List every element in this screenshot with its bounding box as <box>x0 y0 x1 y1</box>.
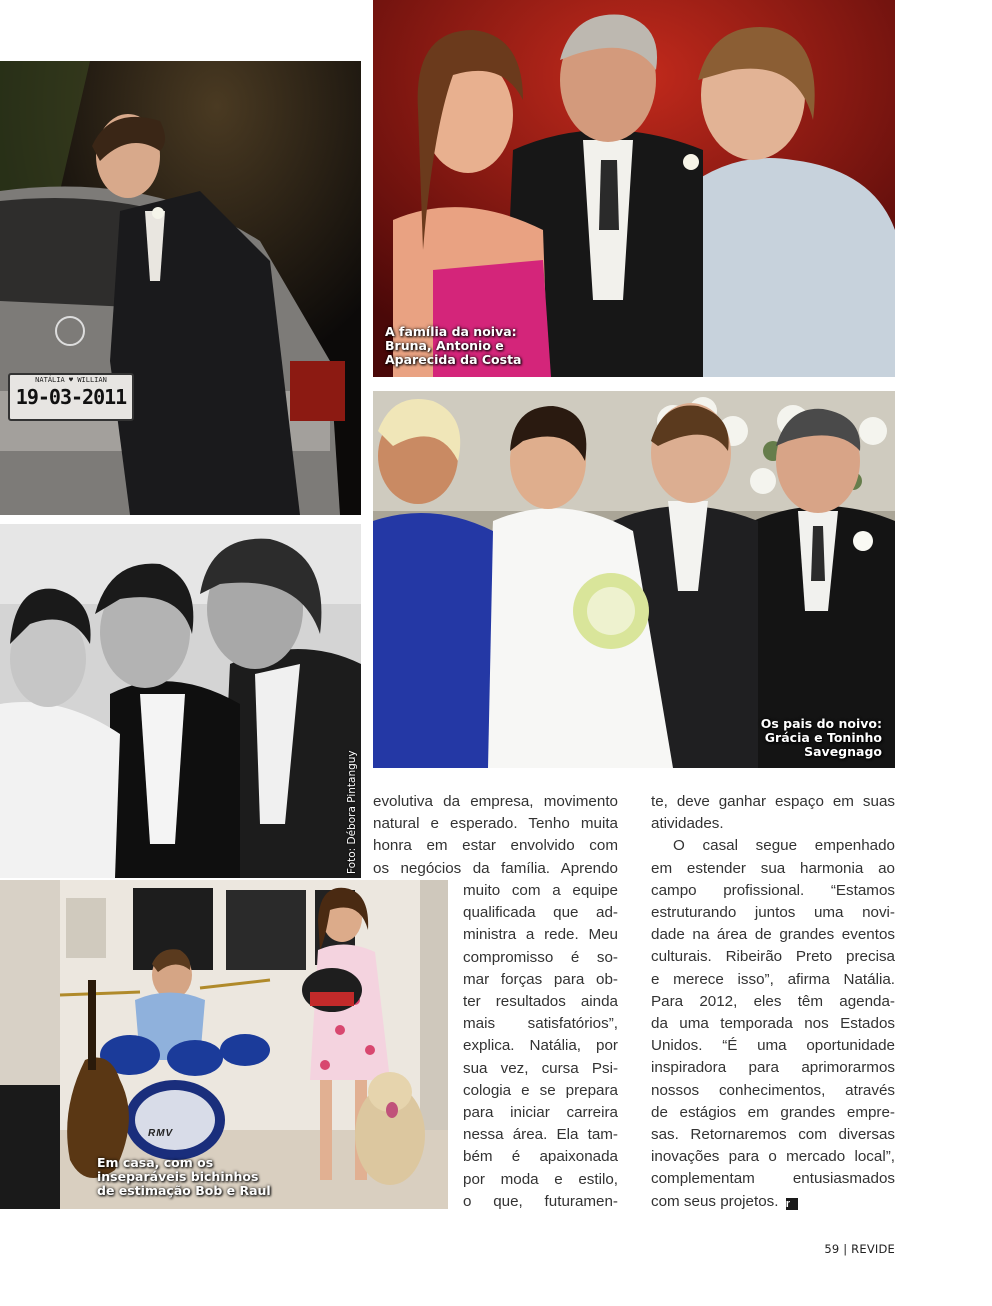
groom-parents-caption: Os pais do noivo: Grácia e Toninho Savegnago <box>760 716 882 759</box>
article-line: natural e esperado. Tenho muita <box>373 815 618 833</box>
article-column-1-bottom <box>463 880 618 1213</box>
bride-family-caption: A família da noiva: Bruna, Antonio e Aparecida da Costa <box>385 324 522 367</box>
end-mark-icon: r <box>786 1198 798 1210</box>
article-line: e merece isso”, afirma Natália. <box>651 970 895 988</box>
article-line: atividades. <box>651 815 724 833</box>
article-line: inovações para o mercado local”, <box>651 1148 895 1166</box>
article-line: em estender sua harmonia ao <box>651 859 895 877</box>
license-plate-names: NATÁLIA ♥ WILLIAN <box>35 376 107 384</box>
article-line: com seus projetos. <box>651 1192 779 1210</box>
article-line: explica. Natália, por <box>463 1037 618 1055</box>
article-line: muito com a equipe <box>463 882 618 899</box>
article-line: nessa área. Ela tam- <box>463 1126 618 1144</box>
bride-family-photo <box>373 0 895 377</box>
page-folio: 59 | REVIDE <box>824 1242 895 1256</box>
article-line: compromisso é so- <box>463 948 618 966</box>
article-line: os negócios da família. Aprendo <box>373 859 618 877</box>
article-line: de estágios em grandes empre- <box>651 1103 895 1121</box>
article-column-2 <box>651 791 895 1213</box>
article-line: por moda e estilo, <box>463 1170 618 1188</box>
article-line: bém é apaixonada <box>463 1148 618 1166</box>
article-line: ter resultados ainda <box>463 993 618 1011</box>
article-line: o que, futuramen- <box>463 1192 618 1210</box>
license-plate <box>8 373 134 421</box>
article-line: dade na área de grandes eventos <box>651 926 895 944</box>
article-line: Para 2012, eles têm agenda- <box>651 992 895 1010</box>
home-pets-caption: Em casa, com os inseparáveis bichinhos de estimação Bob e Raul <box>97 1155 271 1198</box>
article-line: O casal segue empenhado <box>673 837 895 855</box>
groom-parents-photo <box>373 391 895 768</box>
article-line: honra em estar envolvido com <box>373 837 618 855</box>
photo-credit: Foto: Débora Pintanguy <box>346 750 358 874</box>
article-line: mar forças para ob- <box>463 970 618 988</box>
article-line: te, deve ganhar espaço em suas <box>651 793 895 810</box>
article-last-line <box>651 1191 895 1213</box>
article-line: campo profissional. “Estamos <box>651 881 895 899</box>
license-plate-number: 19-03-2011 <box>15 385 127 409</box>
article-line: nossos conhecimentos, através <box>651 1081 895 1099</box>
groom-car-photo <box>0 61 361 515</box>
article-line: para iniciar carreira <box>463 1104 618 1122</box>
article-line: mais satisfatórios”, <box>463 1015 618 1033</box>
article-line: sua vez, cursa Psi- <box>463 1059 618 1077</box>
article-line: qualificada que ad- <box>463 904 618 922</box>
article-column-1-top <box>373 791 618 880</box>
article-line: ministra a rede. Meu <box>463 926 618 944</box>
article-line: complementam entusiasmados <box>651 1170 895 1188</box>
article-line: estruturando juntos uma novi- <box>651 904 895 922</box>
article-line: sas. Retornaremos com diversas <box>651 1126 895 1144</box>
article-line: evolutiva da empresa, movimento <box>373 793 618 810</box>
article-line: da uma temporada nos Estados <box>651 1015 895 1033</box>
article-line: Unidos. “É uma oportunidade <box>651 1037 895 1055</box>
article-line: cologia e se prepara <box>463 1081 618 1099</box>
article-line: culturais. Ribeirão Preto precisa <box>651 948 895 966</box>
home-pets-photo <box>0 880 448 1209</box>
article-line: inspiradora para aprimorarmos <box>651 1059 895 1077</box>
groomsmen-photo <box>0 524 361 878</box>
drum-brand-label: RMV <box>148 1128 174 1139</box>
